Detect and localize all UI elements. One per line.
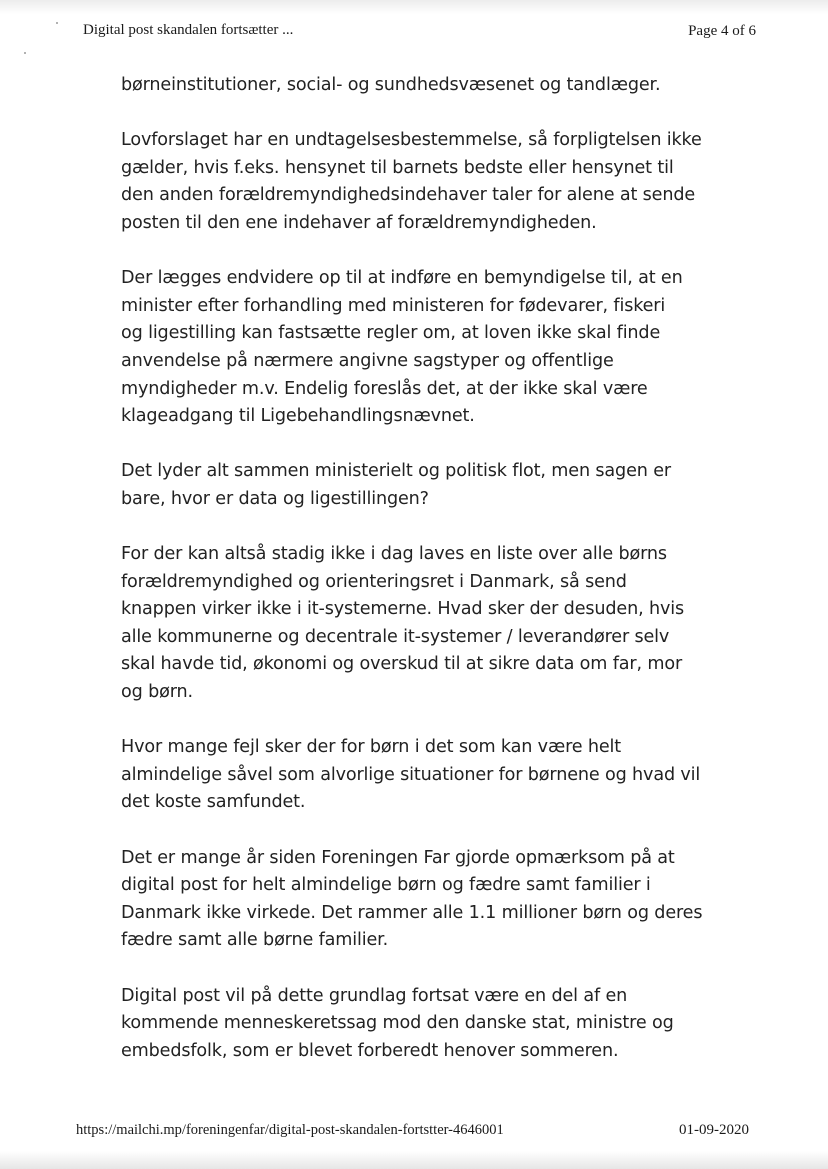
paragraph [121, 72, 721, 100]
text-line: Digital post vil på dette grundlag fortsat være en del af en [121, 985, 628, 1006]
text-line: minister efter forhandling med ministeren for fødevarer, fiskeri [121, 295, 666, 316]
paragraph [121, 983, 721, 1066]
scan-shading-bottom [0, 1151, 828, 1169]
paragraph [121, 541, 721, 707]
paragraph [121, 265, 721, 431]
text-line: knappen virker ikke i it-systemerne. Hvad sker der desuden, hvis [121, 599, 684, 620]
text-line: kommende menneskeretssag mod den danske stat, ministre og [121, 1013, 674, 1034]
text-line: Det er mange år siden Foreningen Far gjorde opmærksom på at [121, 847, 675, 868]
article-body [121, 72, 721, 1093]
page-header-title: Digital post skandalen fortsætter ... [83, 22, 294, 38]
text-line: Der lægges endvidere op til at indføre en bemyndigelse til, at en [121, 268, 683, 289]
text-line: Lovforslaget har en undtagelsesbestemmelse, så forpligtelsen ikke [121, 130, 702, 151]
text-line: Det lyder alt sammen ministerielt og politisk flot, men sagen er [121, 461, 671, 482]
text-line: almindelige såvel som alvorlige situationer for børnene og hvad vil [121, 764, 701, 785]
text-line: fædre samt alle børne familier. [121, 930, 389, 951]
text-line: alle kommunerne og decentrale it-systemer / leverandører selv [121, 626, 670, 647]
text-line: For der kan altså stadig ikke i dag laves en liste over alle børns [121, 544, 667, 565]
paragraph [121, 734, 721, 817]
text-line: skal havde tid, økonomi og overskud til at sikre data om far, mor [121, 654, 683, 675]
text-line: og børn. [121, 682, 193, 703]
scan-speck [56, 22, 58, 24]
text-line: børneinstitutioner, social- og sundhedsvæsenet og tandlæger. [121, 75, 661, 95]
scan-speck [24, 52, 26, 54]
text-line: den anden forældremyndighedsindehaver taler for alene at sende [121, 185, 696, 206]
scan-shading-top [0, 0, 828, 14]
text-line: posten til den ene indehaver af forældremyndigheden. [121, 212, 597, 233]
text-line: digital post for helt almindelige børn og fædre samt familier i [121, 875, 651, 896]
paragraph [121, 845, 721, 955]
text-line: gælder, hvis f.eks. hensynet til barnets bedste eller hensynet til [121, 157, 674, 178]
text-line: og ligestilling kan fastsætte regler om, at loven ikke skal finde [121, 323, 661, 344]
text-line: forældremyndighed og orienteringsret i Danmark, så send [121, 571, 627, 592]
text-line: embedsfolk, som er blevet forberedt henover sommeren. [121, 1040, 619, 1061]
text-line: myndigheder m.v. Endelig foreslås det, at der ikke skal være [121, 378, 648, 399]
footer-date: 01-09-2020 [679, 1122, 749, 1138]
paragraph [121, 458, 721, 513]
page-number: Page 4 of 6 [688, 23, 756, 39]
text-line: anvendelse på nærmere angivne sagstyper og offentlige [121, 350, 614, 371]
footer-url: https://mailchi.mp/foreningenfar/digital-post-skandalen-fortstter-4646001 [76, 1122, 504, 1138]
text-line: bare, hvor er data og ligestillingen? [121, 488, 429, 509]
paragraph [121, 127, 721, 237]
text-line: det koste samfundet. [121, 792, 306, 813]
text-line: klageadgang til Ligebehandlingsnævnet. [121, 406, 475, 427]
text-line: Hvor mange fejl sker der for børn i det som kan være helt [121, 737, 622, 758]
text-line: Danmark ikke virkede. Det rammer alle 1.1 millioner børn og deres [121, 902, 703, 923]
